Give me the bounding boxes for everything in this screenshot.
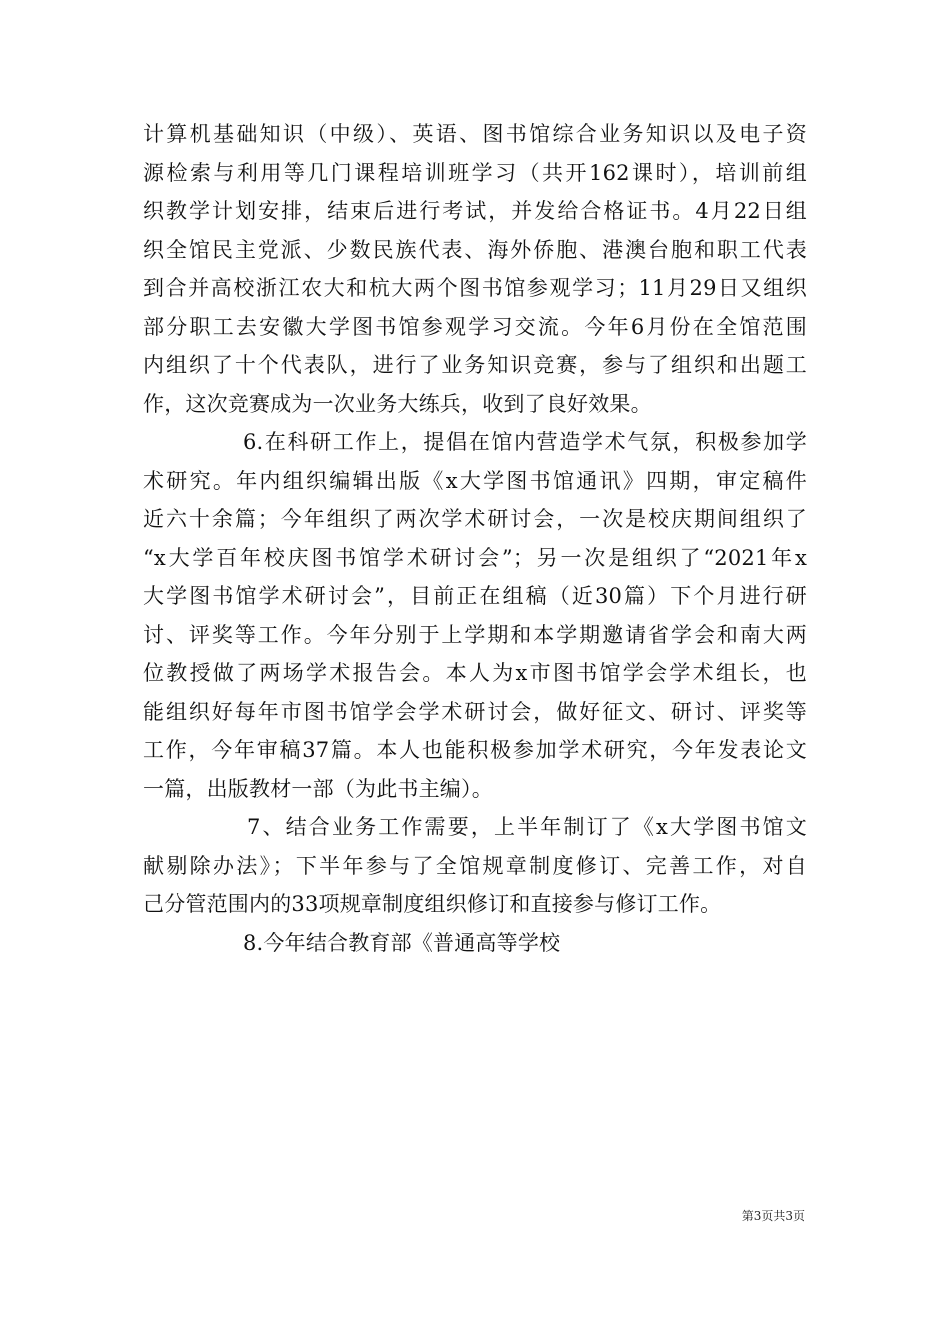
text-line: 源检索与利用等几门课程培训班学习（共开162课时），培训前组 xyxy=(143,160,807,185)
text-line: 内组织了十个代表队，进行了业务知识竞赛，参与了组织和出题工 xyxy=(143,353,807,377)
text-line: 讨、评奖等工作。今年分别于上学期和本学期邀请省学会和南大两 xyxy=(143,622,807,647)
text-line: 献剔除办法》；下半年参与了全馆规章制度修订、完善工作，对自 xyxy=(143,853,807,878)
document-body xyxy=(143,115,807,962)
text-line: 位教授做了两场学术报告会。本人为x市图书馆学会学术组长，也 xyxy=(143,661,807,685)
text-line: 部分职工去安徽大学图书馆参观学习交流。今年6月份在全馆范围 xyxy=(143,314,807,339)
paragraph-heading-6: 6.在科研工作上，提倡在馆内营造学术气氛，积极参加学 xyxy=(243,430,807,454)
text-line: 作，这次竞赛成为一次业务大练兵，收到了良好效果。 xyxy=(143,391,652,416)
text-line: 织教学计划安排，结束后进行考试，并发给合格证书。4月22日组 xyxy=(143,199,807,223)
text-line: 术研究。年内组织编辑出版《x大学图书馆通讯》四期，审定稿件 xyxy=(143,468,807,493)
text-line: 计算机基础知识（中级）、英语、图书馆综合业务知识以及电子资 xyxy=(143,122,807,146)
text-line: 到合并高校浙江农大和杭大两个图书馆参观学习；11月29日又组织 xyxy=(143,276,807,300)
text-line: “x大学百年校庆图书馆学术研讨会”；另一次是组织了“2021年x xyxy=(143,545,807,570)
text-line: 织全馆民主党派、少数民族代表、海外侨胞、港澳台胞和职工代表 xyxy=(143,237,807,262)
paragraph-heading-7: 7、结合业务工作需要，上半年制订了《x大学图书馆文 xyxy=(247,815,807,839)
text-line: 能组织好每年市图书馆学会学术研讨会，做好征文、研讨、评奖等 xyxy=(143,699,807,724)
text-line: 近六十余篇；今年组织了两次学术研讨会，一次是校庆期间组织了 xyxy=(143,507,807,531)
text-line: 一篇，出版教材一部（为此书主编）。 xyxy=(143,776,493,801)
text-line: 大学图书馆学术研讨会”，目前正在组稿（近30篇）下个月进行研 xyxy=(143,584,807,608)
text-line: 己分管范围内的33项规章制度组织修订和直接参与修订工作。 xyxy=(143,892,722,916)
text-line: 工作，今年审稿37篇。本人也能积极参加学术研究，今年发表论文 xyxy=(143,738,807,762)
page-number-footer: 第3页共3页 xyxy=(741,1209,805,1223)
paragraph-heading-8: 8.今年结合教育部《普通高等学校 xyxy=(243,930,561,955)
